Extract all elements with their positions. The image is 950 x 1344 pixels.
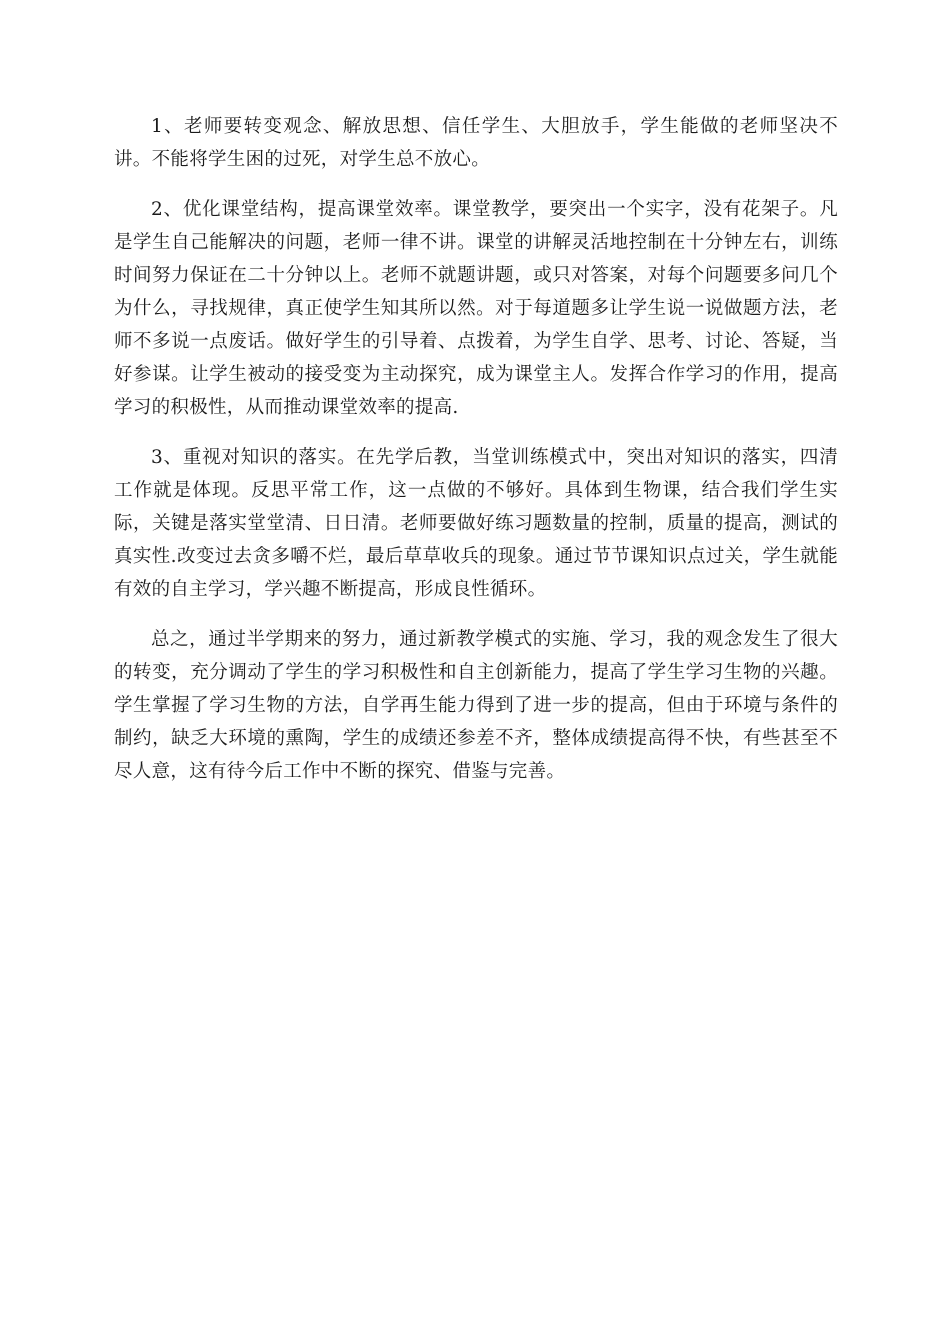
paragraph-1: 1、老师要转变观念、解放思想、信任学生、大胆放手，学生能做的老师坚决不讲。不能将学生困的过死，对学生总不放心。 [114,116,838,170]
document-page [114,110,838,805]
paragraph-2: 2、优化课堂结构，提高课堂效率。课堂教学，要突出一个实字，没有花架子。凡是学生自己能解决的问题，老师一律不讲。课堂的讲解灵活地控制在十分钟左右，训练时间努力保证在二十分钟以上。老师不就题讲题，或只对答案，对每个问题要多问几个为什么，寻找规律，真正使学生知其所以然。对于每道题多让学生说一说做题方法，老师不多说一点废话。做好学生的引导着、点拨着，为学生自学、思考、讨论、答疑，当好参谋。让学生被动的接受变为主动探究，成为课堂主人。发挥合作学习的作用，提高学习的积极性，从而推动课堂效率的提高. [114,199,838,418]
paragraph-3: 3、重视对知识的落实。在先学后教，当堂训练模式中，突出对知识的落实，四清工作就是体现。反思平常工作，这一点做的不够好。具体到生物课，结合我们学生实际，关键是落实堂堂清、日日清。老师要做好练习题数量的控制，质量的提高，测试的真实性.改变过去贪多嚼不烂，最后草草收兵的现象。通过节节课知识点过关，学生就能有效的自主学习，学兴趣不断提高，形成良性循环。 [114,447,838,600]
paragraph-4: 总之，通过半学期来的努力，通过新教学模式的实施、学习，我的观念发生了很大的转变，充分调动了学生的学习积极性和自主创新能力，提高了学生学习生物的兴趣。学生掌握了学习生物的方法，自学再生能力得到了进一步的提高，但由于环境与条件的制约，缺乏大环境的熏陶，学生的成绩还参差不齐，整体成绩提高得不快，有些甚至不尽人意，这有待今后工作中不断的探究、借鉴与完善。 [114,629,838,782]
